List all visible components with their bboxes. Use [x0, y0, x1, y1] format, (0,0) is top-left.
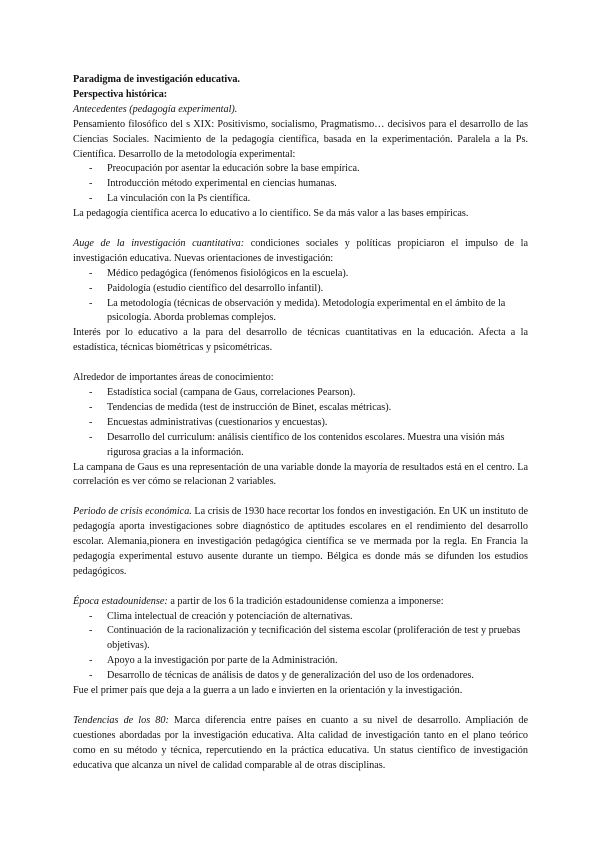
list-item: - Estadística social (campana de Gaus, correlaciones Pearson).	[73, 386, 528, 401]
paragraph-text: a partir de los 6 la tradición estadounidense comienza a imponerse:	[167, 595, 444, 607]
section-heading-estadounidense: Época estadounidense:	[73, 595, 168, 607]
list-item: - Paidología (estudio científico del desarrollo infantil).	[73, 282, 528, 297]
paragraph-text: condiciones sociales y políticas propiciaron el impulso de la investigación educativa. Nuevas orientaciones de investigación:	[73, 237, 528, 264]
bullet-list	[73, 162, 528, 207]
list-item: - Preocupación por asentar la educación sobre la base empírica.	[73, 162, 528, 177]
section-heading-auge: Auge de la investigación cuantitativa:	[73, 237, 245, 249]
paragraph	[73, 237, 528, 267]
bullet-list	[73, 386, 528, 461]
document-page	[73, 73, 528, 774]
section-heading-crisis: Periodo de crisis económica.	[73, 506, 192, 518]
paragraph: Pensamiento filosófico del s XIX: Positivismo, socialismo, Pragmatismo… decisivos para el desarrollo de las Ciencias Sociales. Nacimiento de la pedagogía científica, basada en la experimentación. Paralela a la Ps. Científica. Desarrollo de la metodología experimental:	[73, 118, 528, 160]
paragraph: Alrededor de importantes áreas de conocimiento:	[73, 372, 274, 384]
list-item: - Apoyo a la investigación por parte de la Administración.	[73, 654, 528, 669]
paragraph: Fue el primer país que deja a la guerra a un lado e invierten en la orientación y la investigación.	[73, 685, 463, 697]
list-item: - La metodología (técnicas de observación y medida). Metodología experimental en el ámbito de la psicología. Aborda problemas complejos.	[73, 297, 528, 327]
bullet-list	[73, 610, 528, 685]
paragraph: La campana de Gaus es una representación de una variable donde la mayoría de resultados está en el centro. La correlación es ver cómo se relacionan 2 variables.	[73, 461, 528, 488]
list-item: - Tendencias de medida (test de instrucción de Binet, escalas métricas).	[73, 401, 528, 416]
paragraph: La pedagogía científica acerca lo educativo a lo científico. Se da más valor a las bases empíricas.	[73, 208, 469, 220]
section-heading-antecedentes: Antecedentes (pedagogía experimental).	[73, 103, 238, 115]
list-item: - Encuestas administrativas (cuestionarios y encuestas).	[73, 416, 528, 431]
list-item: - Clima intelectual de creación y potenciación de alternativas.	[73, 610, 528, 625]
list-item: - Médico pedagógica (fenómenos fisiológicos en la escuela).	[73, 267, 528, 282]
paragraph	[73, 505, 528, 580]
paragraph-text: Marca diferencia entre países en cuanto a su nivel de desarrollo. Ampliación de cuestiones abordadas por la investigación educativa. Alta calidad de investigación tanto en el plano teórico como en su método y técnica, repercutiendo en la práctica educativa. Un status científico de investigación educativa que alcanza un nivel de calidad comparable al de otras disciplinas.	[73, 714, 528, 771]
list-item: - Desarrollo del curriculum: análisis científico de los contenidos escolares. Muestra una visión más rigurosa gracias a la información.	[73, 431, 528, 461]
list-item: - Introducción método experimental en ciencias humanas.	[73, 177, 528, 192]
paragraph: Interés por lo educativo a la para del desarrollo de técnicas cuantitativas en la educación. Afecta a la estadística, técnicas biométricas y psicométricas.	[73, 327, 528, 354]
document-subtitle: Perspectiva histórica:	[73, 88, 168, 100]
document-title: Paradigma de investigación educativa.	[73, 74, 240, 85]
section-heading-tendencias: Tendencias de los 80:	[73, 714, 169, 726]
bullet-list	[73, 267, 528, 327]
paragraph	[73, 595, 528, 610]
paragraph	[73, 714, 528, 774]
list-item: - Continuación de la racionalización y tecnificación del sistema escolar (proliferación de test y pruebas objetivas).	[73, 624, 528, 654]
paragraph-text: La crisis de 1930 hace recortar los fondos en investigación. En UK un instituto de pedagogía aporta investigaciones sobre diagnóstico de aptitudes escolares en el rendimiento del desarrollo escolar. Alemania,pionera en investigación pedagógica científica se ve mermada por la regla. En Francia la pedagogía experimental estuvo ausente durante un tiempo. Bélgica es donde más se difunden los estudios pedagógicos.	[73, 506, 528, 577]
list-item: - La vinculación con la Ps científica.	[73, 192, 528, 207]
list-item: - Desarrollo de técnicas de análisis de datos y de generalización del uso de los ordenadores.	[73, 669, 528, 684]
